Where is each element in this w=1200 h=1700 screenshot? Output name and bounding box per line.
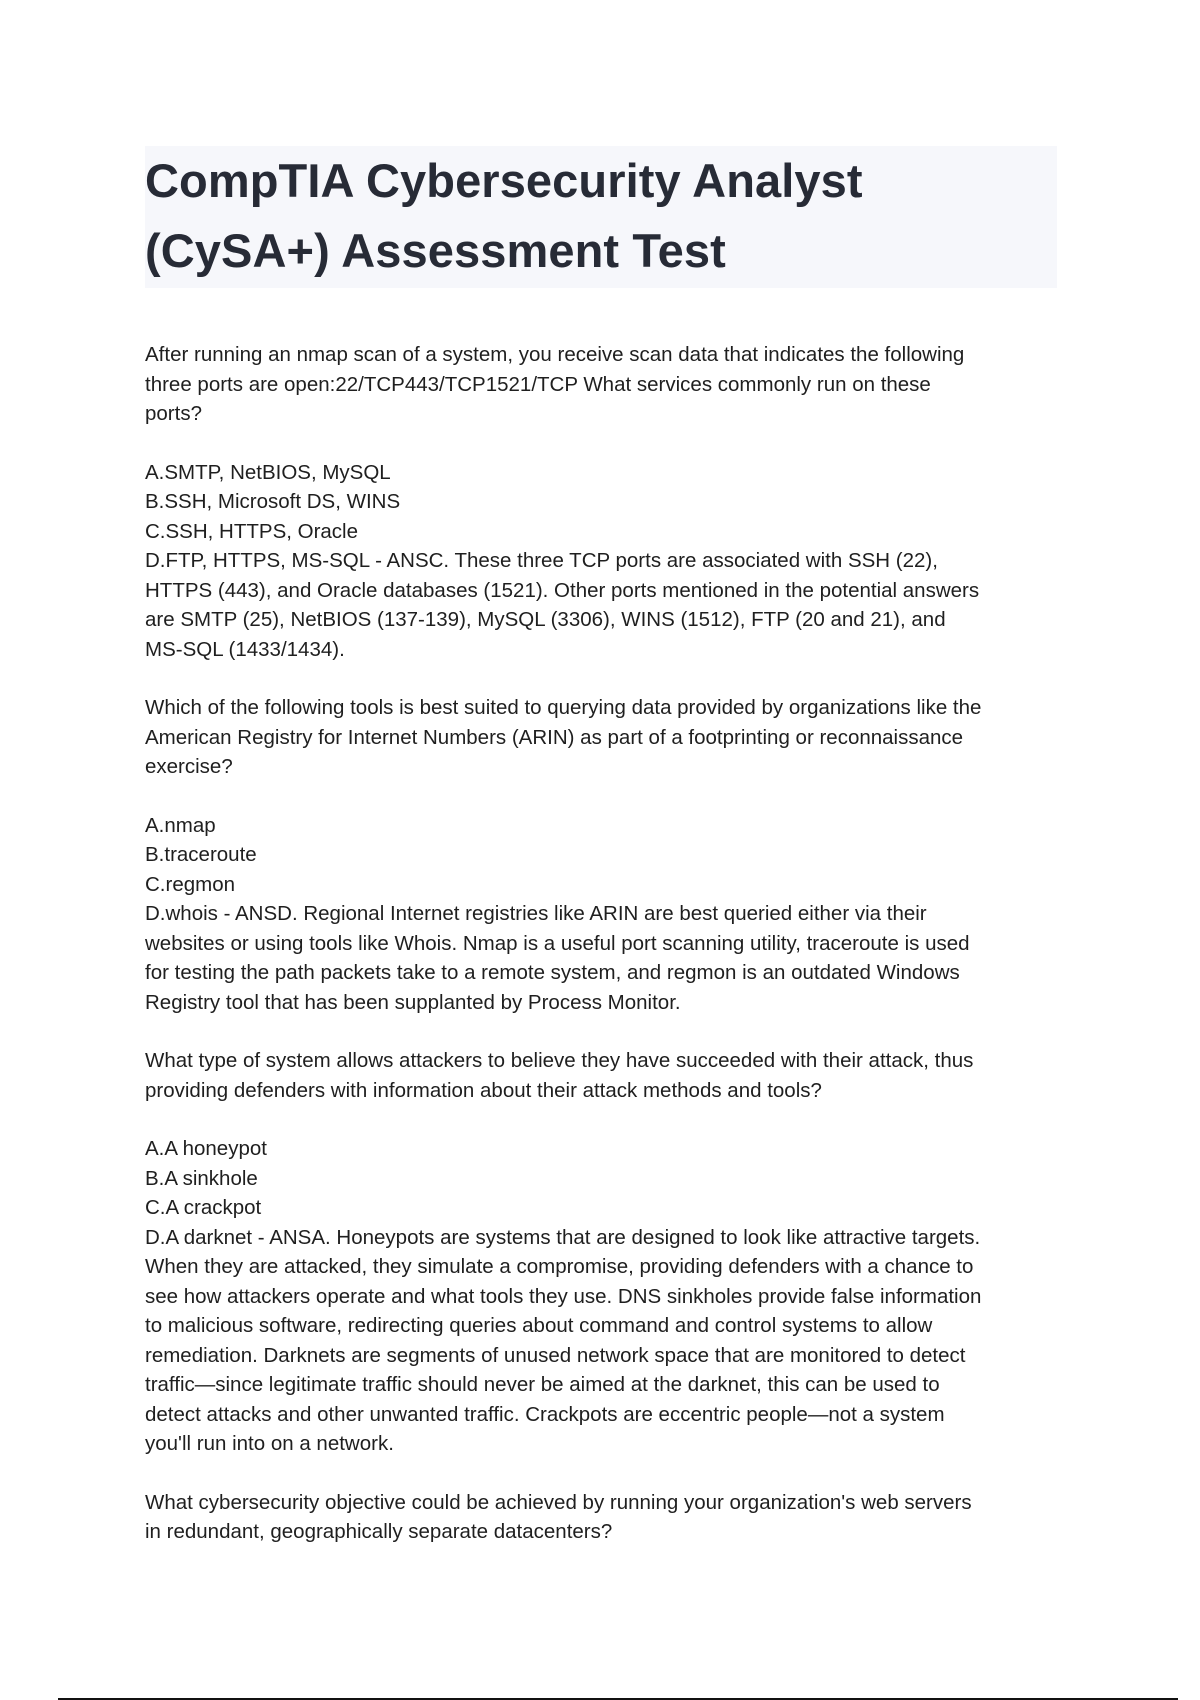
document-title: [145, 146, 1057, 286]
question-line: What type of system allows attackers to believe they have succeeded with their attack, thus: [145, 1049, 974, 1072]
question-line: American Registry for Internet Numbers (ARIN) as part of a footprinting or reconnaissance: [145, 725, 964, 749]
option-d-answer: D.FTP, HTTPS, MS-SQL - ANSC. These three TCP ports are associated with SSH (22),: [145, 549, 938, 572]
option-b: B.SSH, Microsoft DS, WINS: [145, 490, 401, 513]
answer-explanation-line: remediation. Darknets are segments of unused network space that are monitored to detect: [145, 1343, 966, 1367]
question-2-options: [145, 811, 1065, 1018]
answer-explanation-line: websites or using tools like Whois. Nmap is a useful port scanning utility, traceroute is used: [145, 931, 970, 955]
option-a: A.A honeypot: [145, 1137, 267, 1160]
answer-explanation-line: for testing the path packets take to a remote system, and regmon is an outdated Windows: [145, 961, 960, 984]
title-line: CompTIA Cybersecurity Analyst: [145, 154, 863, 207]
answer-explanation-line: see how attackers operate and what tools they use. DNS sinkholes provide false information: [145, 1284, 982, 1308]
answer-explanation-line: HTTPS (443), and Oracle databases (1521). Other ports mentioned in the potential answers: [145, 578, 980, 602]
answer-explanation-line: to malicious software, redirecting queries about command and control systems to allow: [145, 1314, 933, 1337]
option-d-answer: D.A darknet - ANSA. Honeypots are systems that are designed to look like attractive targets.: [145, 1225, 981, 1249]
option-d-answer: D.whois - ANSD. Regional Internet registries like ARIN are best queried either via their: [145, 902, 927, 925]
document-body: [145, 340, 1065, 1576]
answer-explanation-line: traffic—since legitimate traffic should never be aimed at the darknet, this can be used to: [145, 1373, 940, 1396]
question-line: After running an nmap scan of a system, you receive scan data that indicates the following: [145, 343, 965, 366]
option-c: C.SSH, HTTPS, Oracle: [145, 519, 359, 543]
option-b: B.A sinkhole: [145, 1166, 258, 1190]
question-line: ports?: [145, 402, 202, 425]
question-1-text: [145, 340, 1065, 429]
question-1-options: [145, 458, 1065, 665]
question-line: providing defenders with information about their attack methods and tools?: [145, 1078, 822, 1102]
question-3-text: [145, 1046, 1065, 1105]
question-line: in redundant, geographically separate datacenters?: [145, 1520, 613, 1543]
option-c: C.A crackpot: [145, 1196, 262, 1219]
option-a: A.SMTP, NetBIOS, MySQL: [145, 460, 391, 484]
title-line: (CySA+) Assessment Test: [145, 224, 726, 277]
question-3-options: [145, 1134, 1065, 1459]
answer-explanation-line: are SMTP (25), NetBIOS (137-139), MySQL (3306), WINS (1512), FTP (20 and 21), and: [145, 608, 946, 631]
option-a: A.nmap: [145, 813, 216, 837]
option-c: C.regmon: [145, 872, 236, 896]
title-banner: [145, 146, 1057, 288]
option-b: B.traceroute: [145, 843, 257, 866]
answer-explanation-line: MS-SQL (1433/1434).: [145, 637, 345, 661]
answer-explanation-line: When they are attacked, they simulate a compromise, providing defenders with a chance to: [145, 1255, 974, 1278]
answer-explanation-line: detect attacks and other unwanted traffic. Crackpots are eccentric people—not a system: [145, 1402, 945, 1426]
question-line: Which of the following tools is best suited to querying data provided by organizations like the: [145, 696, 982, 719]
answer-explanation-line: Registry tool that has been supplanted by Process Monitor.: [145, 990, 681, 1014]
question-line: three ports are open:22/TCP443/TCP1521/TCP What services commonly run on these: [145, 372, 931, 396]
answer-explanation-line: you'll run into on a network.: [145, 1432, 394, 1455]
question-line: exercise?: [145, 755, 233, 778]
question-4-text: [145, 1488, 1065, 1547]
question-line: What cybersecurity objective could be achieved by running your organization's web servers: [145, 1490, 972, 1514]
question-2-text: [145, 693, 1065, 782]
